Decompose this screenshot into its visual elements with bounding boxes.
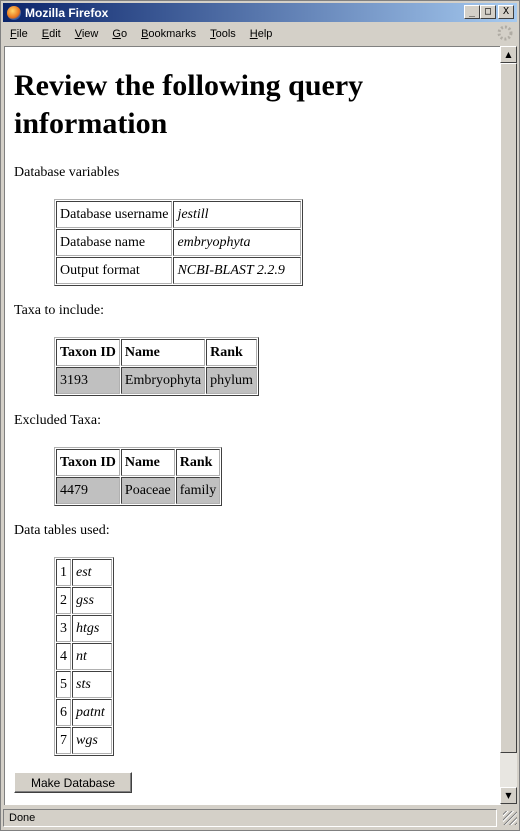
taxon-name-cell: Poaceae xyxy=(121,477,175,504)
firefox-logo-icon xyxy=(7,6,21,20)
excluded-taxa-label: Excluded Taxa: xyxy=(14,413,102,428)
column-header: Name xyxy=(121,339,205,366)
taxon-id-cell: 4479 xyxy=(56,477,120,504)
data-table-name: sts xyxy=(72,671,112,698)
taxa-include-label: Taxa to include: xyxy=(14,303,104,318)
page-title: Review the following query information xyxy=(14,69,364,140)
minimize-button[interactable]: _ xyxy=(464,5,480,19)
table-row xyxy=(56,257,301,284)
make-database-button[interactable]: Make Database xyxy=(14,772,132,793)
taxa-include-table xyxy=(54,337,259,396)
row-number: 1 xyxy=(56,559,71,586)
data-table-name: nt xyxy=(72,643,112,670)
table-row xyxy=(56,559,112,586)
scroll-down-icon[interactable]: ▼ xyxy=(500,787,517,804)
column-header: Rank xyxy=(176,449,221,476)
row-number: 5 xyxy=(56,671,71,698)
db-var-key: Database username xyxy=(56,201,172,228)
column-header: Rank xyxy=(206,339,257,366)
table-row xyxy=(56,615,112,642)
table-header-row xyxy=(56,339,257,366)
data-table-name: htgs xyxy=(72,615,112,642)
table-row xyxy=(56,671,112,698)
table-row xyxy=(56,201,301,228)
table-row xyxy=(56,727,112,754)
taxon-rank-cell: family xyxy=(176,477,221,504)
scroll-up-icon[interactable]: ▲ xyxy=(500,46,517,63)
column-header: Name xyxy=(121,449,175,476)
data-table-name: wgs xyxy=(72,727,112,754)
db-var-key: Database name xyxy=(56,229,172,256)
vertical-scrollbar[interactable] xyxy=(500,46,517,804)
db-variables-table xyxy=(54,199,303,286)
row-number: 7 xyxy=(56,727,71,754)
db-var-value: jestill xyxy=(173,201,301,228)
table-row xyxy=(56,229,301,256)
row-number: 3 xyxy=(56,615,71,642)
menu-view[interactable]: View xyxy=(74,28,99,40)
menu-edit[interactable]: Edit xyxy=(41,28,61,40)
page-content xyxy=(4,46,501,805)
menu-file[interactable]: File xyxy=(10,28,28,40)
table-row xyxy=(56,367,257,394)
db-variables-label: Database variables xyxy=(14,165,120,180)
menu-go[interactable]: Go xyxy=(112,28,128,40)
row-number: 6 xyxy=(56,699,71,726)
column-header: Taxon ID xyxy=(56,449,120,476)
window-title: Mozilla Firefox xyxy=(25,5,109,20)
table-row xyxy=(56,699,112,726)
title-bar xyxy=(3,3,517,22)
data-table-name: patnt xyxy=(72,699,112,726)
data-tables-label: Data tables used: xyxy=(14,523,110,538)
menu-tools[interactable]: Tools xyxy=(210,28,236,40)
row-number: 2 xyxy=(56,587,71,614)
maximize-button[interactable]: □ xyxy=(480,5,496,19)
excluded-taxa-table xyxy=(54,447,222,506)
status-bar xyxy=(3,807,517,829)
taxon-rank-cell: phylum xyxy=(206,367,257,394)
table-row xyxy=(56,587,112,614)
status-text: Done xyxy=(3,809,497,827)
taxon-id-cell: 3193 xyxy=(56,367,120,394)
db-var-key: Output format xyxy=(56,257,172,284)
scroll-thumb[interactable] xyxy=(500,63,517,753)
table-row xyxy=(56,643,112,670)
table-row xyxy=(56,477,220,504)
menu-help[interactable]: Help xyxy=(249,28,273,40)
taxon-name-cell: Embryophyta xyxy=(121,367,205,394)
close-button[interactable]: X xyxy=(498,5,514,19)
column-header: Taxon ID xyxy=(56,339,120,366)
db-var-value: NCBI-BLAST 2.2.9 xyxy=(173,257,301,284)
throbber-icon xyxy=(497,25,513,41)
data-table-name: est xyxy=(72,559,112,586)
menu-bookmarks[interactable]: Bookmarks xyxy=(141,28,197,40)
data-tables-table xyxy=(54,557,114,756)
db-var-value: embryophyta xyxy=(173,229,301,256)
resize-grip-icon[interactable] xyxy=(503,811,517,825)
table-header-row xyxy=(56,449,220,476)
menu-bar xyxy=(3,24,517,44)
data-table-name: gss xyxy=(72,587,112,614)
row-number: 4 xyxy=(56,643,71,670)
